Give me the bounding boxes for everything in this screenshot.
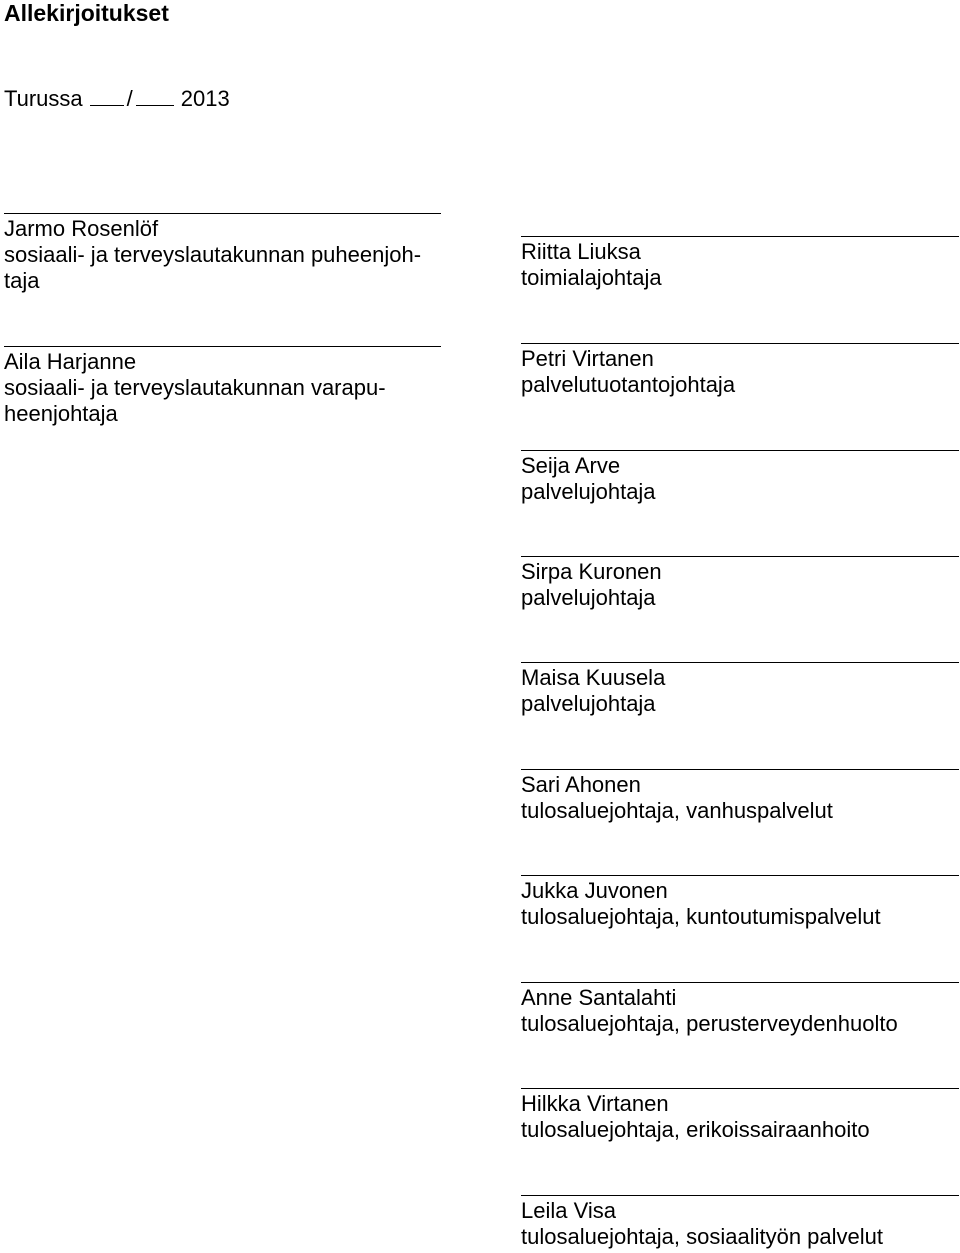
signatory-title: palvelutuotantojohtaja [521, 372, 736, 397]
signature-block-chair [4, 213, 444, 294]
signature-block [521, 236, 959, 291]
signatory-name: Leila Visa [521, 1198, 616, 1223]
signature-block [521, 343, 959, 398]
signatory-name: Sari Ahonen [521, 772, 641, 797]
signatory-name: Hilkka Virtanen [521, 1091, 669, 1116]
day-blank [90, 85, 124, 106]
signatory-name: Aila Harjanne [4, 349, 137, 374]
signatory-title: palvelujohtaja [521, 585, 656, 610]
signature-block-vice-chair [4, 346, 444, 427]
signature-block [521, 769, 959, 824]
signatory-title: sosiaali- ja terveyslautakunnan puheenjoh- taja [4, 242, 422, 293]
signature-line [4, 346, 441, 347]
signature-line [521, 875, 959, 876]
signatory-name: Sirpa Kuronen [521, 559, 662, 584]
place-date-line [4, 85, 230, 111]
signatory-title: palvelujohtaja [521, 479, 656, 504]
signature-line [521, 662, 959, 663]
year-label: 2013 [180, 86, 230, 111]
signature-block [521, 662, 959, 717]
signatory-name: Maisa Kuusela [521, 665, 666, 690]
signature-line [521, 343, 959, 344]
signature-line [4, 213, 441, 214]
signatory-title: tulosaluejohtaja, sosiaalityön palvelut [521, 1224, 884, 1249]
signatory-title: toimialajohtaja [521, 265, 662, 290]
signature-block [521, 982, 959, 1037]
signature-line [521, 556, 959, 557]
signature-line [521, 1088, 959, 1089]
signatory-name: Petri Virtanen [521, 346, 654, 371]
signature-line [521, 236, 959, 237]
date-separator: / [126, 86, 133, 111]
signature-line [521, 769, 959, 770]
signatory-title: tulosaluejohtaja, kuntoutumispalvelut [521, 904, 881, 929]
signature-block [521, 450, 959, 505]
signatory-title: sosiaali- ja terveyslautakunnan varapu- heenjohtaja [4, 375, 386, 426]
signature-block [521, 875, 959, 930]
signatory-title: tulosaluejohtaja, vanhuspalvelut [521, 798, 833, 823]
place-label: Turussa [4, 86, 83, 111]
signatory-name: Jarmo Rosenlöf [4, 216, 159, 241]
signatory-title: tulosaluejohtaja, erikoissairaanhoito [521, 1117, 870, 1142]
signature-block [521, 556, 959, 611]
page-title: Allekirjoitukset [4, 0, 169, 26]
signature-line [521, 1195, 959, 1196]
signatory-name: Jukka Juvonen [521, 878, 668, 903]
signatory-title: tulosaluejohtaja, perusterveydenhuolto [521, 1011, 898, 1036]
signature-line [521, 982, 959, 983]
signatory-name: Seija Arve [521, 453, 621, 478]
signatory-name: Anne Santalahti [521, 985, 677, 1010]
month-blank [136, 85, 174, 106]
signatory-name: Riitta Liuksa [521, 239, 641, 264]
signature-block [521, 1088, 959, 1143]
signature-block [521, 1195, 959, 1250]
signatory-title: palvelujohtaja [521, 691, 656, 716]
signature-line [521, 450, 959, 451]
